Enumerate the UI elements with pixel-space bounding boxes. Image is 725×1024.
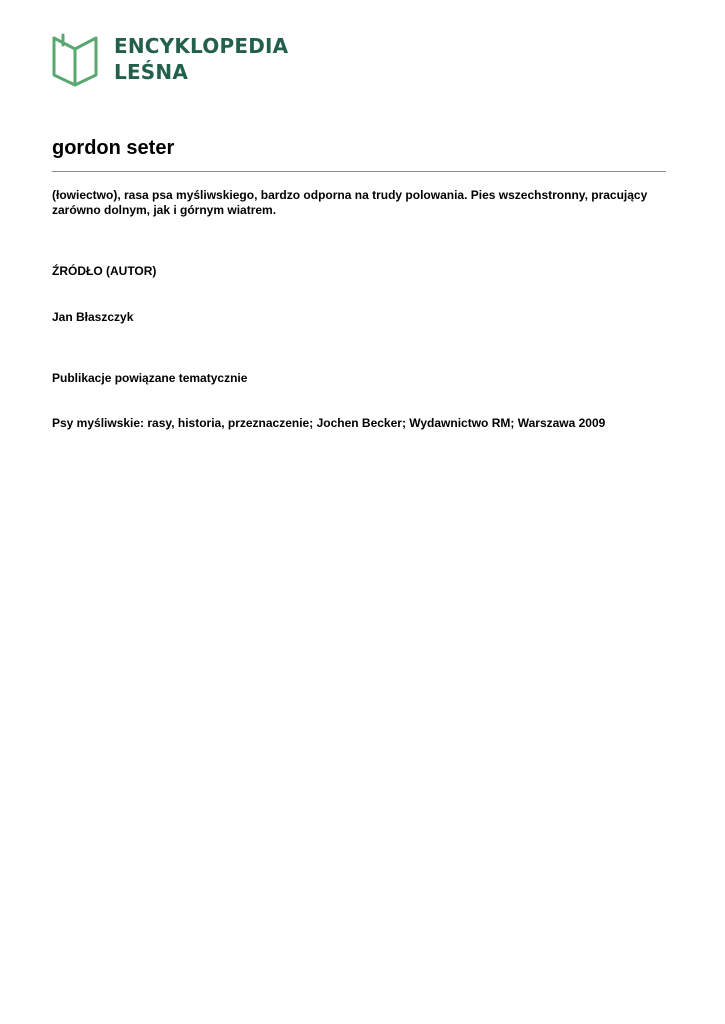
open-book-icon bbox=[52, 33, 98, 87]
logo-line-1: ENCYKLOPEDIA bbox=[114, 34, 289, 58]
entry-title: gordon seter bbox=[52, 137, 175, 159]
source-heading: ŹRÓDŁO (AUTOR) bbox=[52, 264, 157, 278]
related-publication-item: Psy myśliwskie: rasy, historia, przeznaczenie; Jochen Becker; Wydawnictwo RM; Warszawa 2009 bbox=[52, 416, 606, 430]
logo-wordmark bbox=[114, 33, 288, 85]
source-author: Jan Błaszczyk bbox=[52, 310, 134, 324]
related-publications-heading: Publikacje powiązane tematycznie bbox=[52, 371, 248, 385]
entry-definition: (łowiectwo), rasa psa myśliwskiego, bardzo odporna na trudy polowania. Pies wszechstronny, pracujący zarówno dolnym, jak i górnym wiatrem. bbox=[52, 188, 648, 217]
title-divider bbox=[52, 171, 666, 172]
logo-line-2: LEŚNA bbox=[114, 60, 189, 84]
site-logo[interactable] bbox=[52, 33, 288, 87]
